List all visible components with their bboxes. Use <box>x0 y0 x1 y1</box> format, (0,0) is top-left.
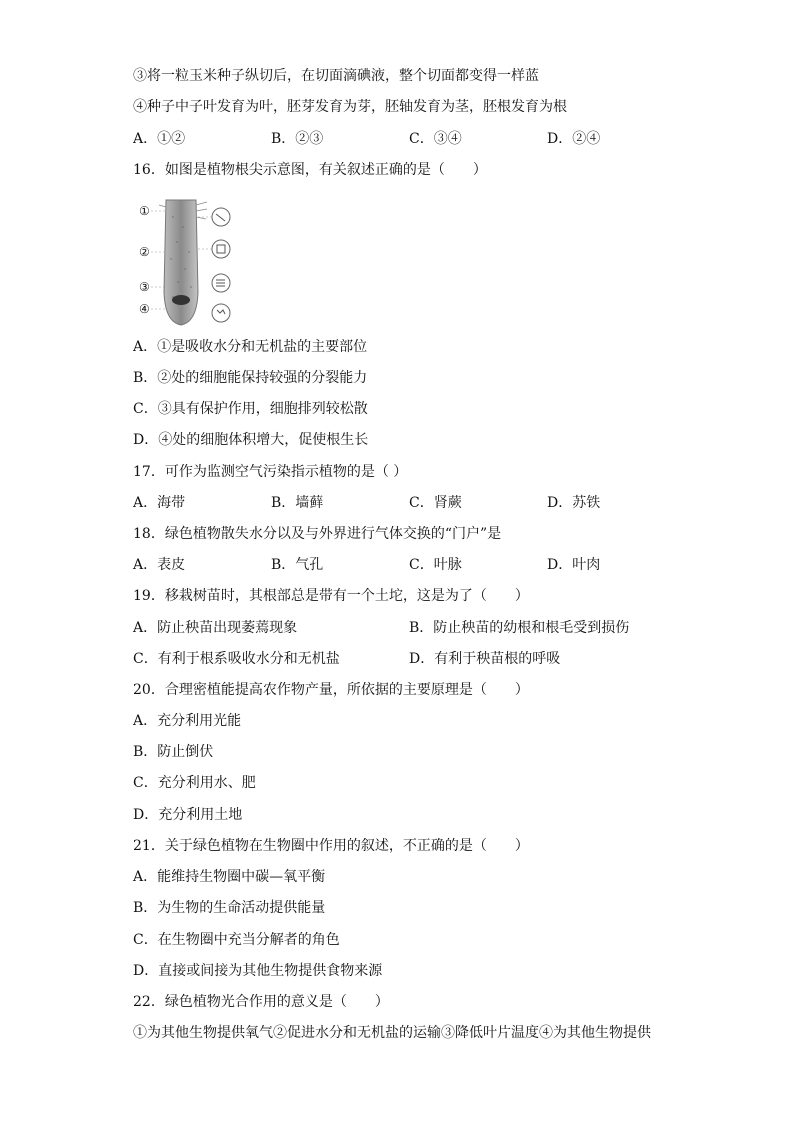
figure-label-4: ④ <box>139 302 150 316</box>
q21-option-c[interactable]: C．在生物圈中充当分解者的角色 <box>133 932 340 948</box>
root-body <box>164 200 198 325</box>
q19-option-c[interactable]: C．有利于根系吸收水分和无机盐 <box>133 651 340 667</box>
figure-label-2: ② <box>139 245 150 259</box>
q17-option-c[interactable]: C．肾蕨 <box>409 495 462 511</box>
q15-statement-3: ③将一粒玉米种子纵切后，在切面滴碘液，整个切面都变得一样蓝 <box>133 68 539 84</box>
q21-option-d[interactable]: D．直接或间接为其他生物提供食物来源 <box>133 963 383 979</box>
q18-option-b[interactable]: B．气孔 <box>271 557 324 573</box>
q18-stem: 18．绿色植物散失水分以及与外界进行气体交换的“门户”是 <box>133 526 502 542</box>
meristem-region <box>172 295 190 305</box>
q20-option-a[interactable]: A．充分利用光能 <box>133 713 242 729</box>
q15-option-b[interactable]: B．②③ <box>271 131 324 147</box>
q19-option-a[interactable]: A．防止秧苗出现萎蔫现象 <box>133 620 298 636</box>
q18-option-c[interactable]: C．叶脉 <box>409 557 462 573</box>
q16-option-d[interactable]: D．④处的细胞体积增大，促使根生长 <box>133 432 369 448</box>
root-tip-figure <box>133 197 243 329</box>
q17-option-d[interactable]: D．苏铁 <box>547 495 601 511</box>
q21-option-a[interactable]: A．能维持生物圈中碳—氧平衡 <box>133 869 326 885</box>
q19-stem: 19．移栽树苗时，其根部总是带有一个土坨，这是为了（ ） <box>133 588 529 604</box>
cell-detail-1 <box>212 208 230 226</box>
q16-stem: 16．如图是植物根尖示意图，有关叙述正确的是（ ） <box>133 162 487 178</box>
q20-stem: 20．合理密植能提高农作物产量，所依据的主要原理是（ ） <box>133 682 529 698</box>
q16-option-a[interactable]: A．①是吸收水分和无机盐的主要部位 <box>133 339 368 355</box>
q15-statement-4: ④种子中子叶发育为叶，胚芽发育为芽，胚轴发育为茎，胚根发育为根 <box>133 99 567 115</box>
q17-stem: 17．可作为监测空气污染指示植物的是（ ） <box>133 464 408 480</box>
q22-stem: 22．绿色植物光合作用的意义是（ ） <box>133 994 389 1010</box>
q18-option-d[interactable]: D．叶肉 <box>547 557 601 573</box>
q19-option-d[interactable]: D．有利于秧苗根的呼吸 <box>409 651 561 667</box>
figure-label-1: ① <box>139 204 150 218</box>
cell-detail-2 <box>212 240 230 258</box>
q20-option-b[interactable]: B．防止倒伏 <box>133 744 214 760</box>
q15-option-a[interactable]: A．①② <box>133 131 186 147</box>
q16-option-c[interactable]: C．③具有保护作用，细胞排列较松散 <box>133 401 368 417</box>
q15-option-d[interactable]: D．②④ <box>547 131 601 147</box>
q16-option-b[interactable]: B．②处的细胞能保持较强的分裂能力 <box>133 370 368 386</box>
q20-option-d[interactable]: D．充分利用土地 <box>133 807 243 823</box>
q21-option-b[interactable]: B．为生物的生命活动提供能量 <box>133 900 326 916</box>
q19-option-b[interactable]: B．防止秧苗的幼根和根毛受到损伤 <box>409 620 630 636</box>
cell-detail-4 <box>212 304 230 322</box>
q20-option-c[interactable]: C．充分利用水、肥 <box>133 775 256 791</box>
q17-option-a[interactable]: A．海带 <box>133 495 186 511</box>
q17-option-b[interactable]: B．墙藓 <box>271 495 324 511</box>
q18-option-a[interactable]: A．表皮 <box>133 557 186 573</box>
figure-label-3: ③ <box>139 280 150 294</box>
q15-option-c[interactable]: C．③④ <box>409 131 462 147</box>
q21-stem: 21．关于绿色植物在生物圈中作用的叙述，不正确的是（ ） <box>133 838 529 854</box>
q22-statements: ①为其他生物提供氧气②促进水分和无机盐的运输③降低叶片温度④为其他生物提供 <box>133 1025 651 1041</box>
